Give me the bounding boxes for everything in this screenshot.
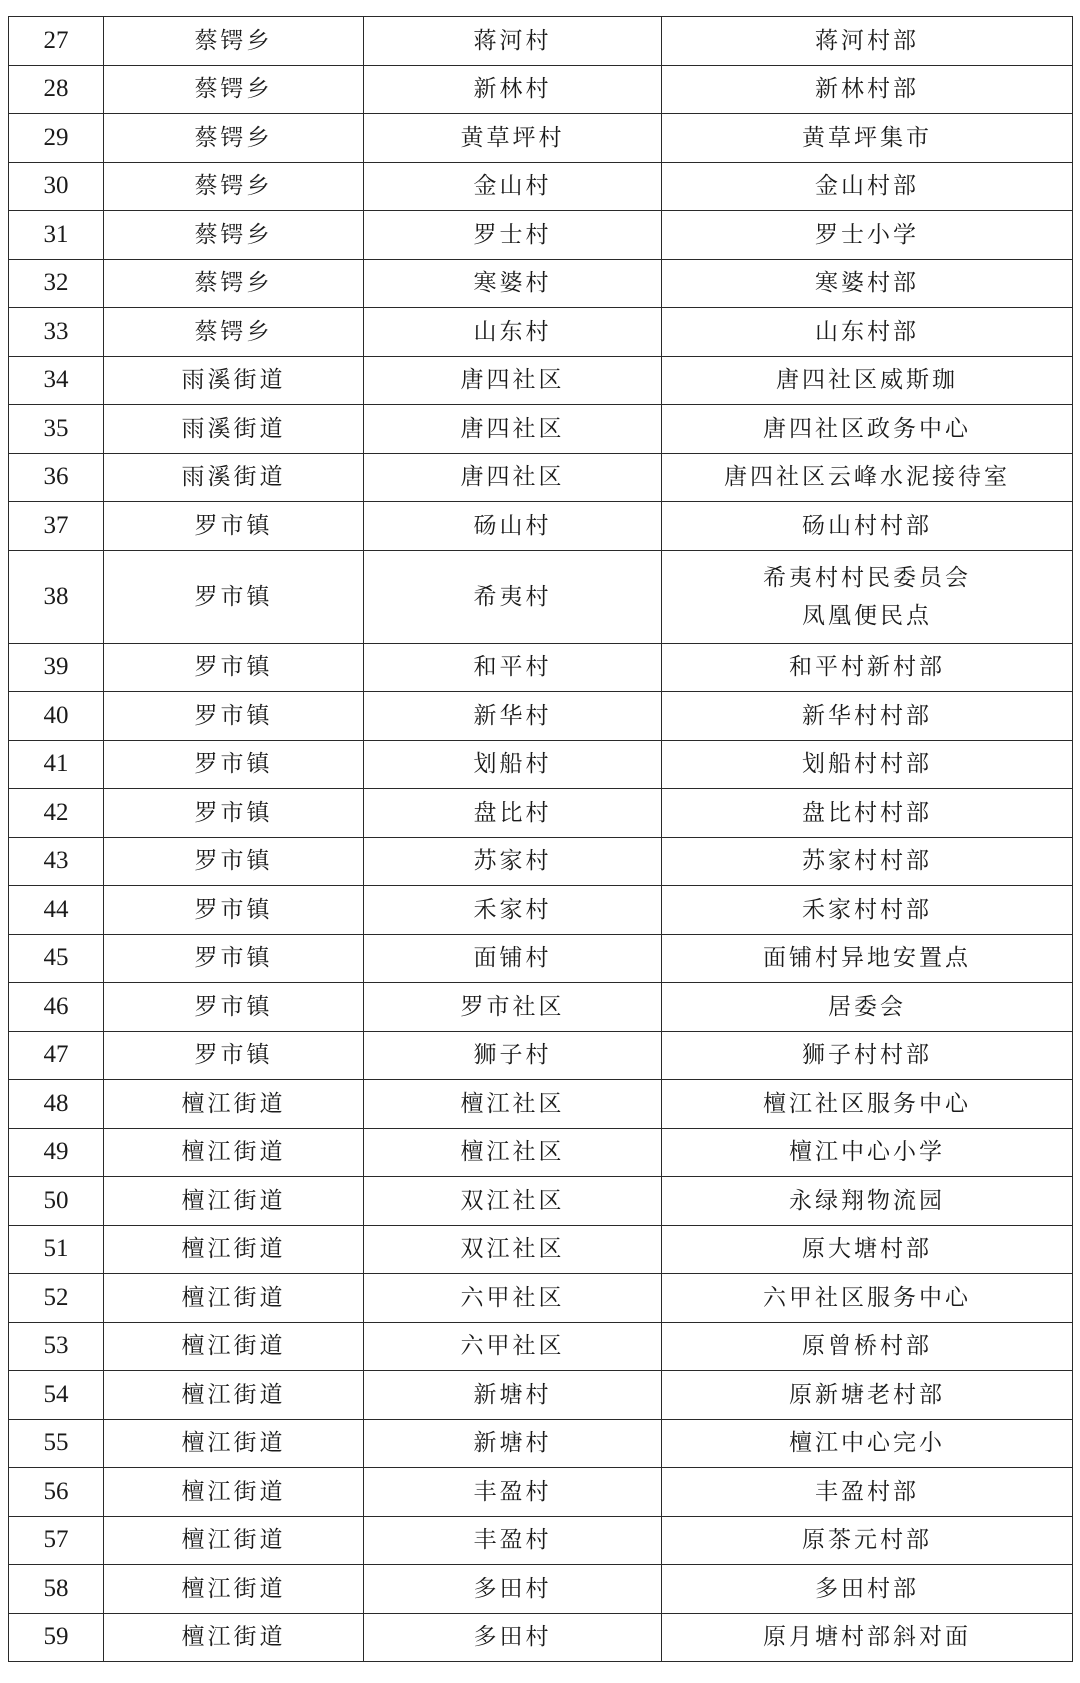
location-cell — [662, 453, 1073, 502]
location-line: 檀江社区服务中心 — [763, 1090, 971, 1117]
table-row — [9, 1419, 1073, 1468]
location-line: 六甲社区服务中心 — [763, 1284, 971, 1311]
village-cell: 多田村 — [364, 1565, 662, 1614]
location-cell — [662, 65, 1073, 114]
row-number-cell: 42 — [9, 789, 104, 838]
row-number-cell: 36 — [9, 453, 104, 502]
table-row — [9, 1516, 1073, 1565]
town-cell: 檀江街道 — [104, 1274, 364, 1323]
town-cell: 雨溪街道 — [104, 453, 364, 502]
location-line: 盘比村村部 — [802, 799, 932, 826]
village-cell: 划船村 — [364, 740, 662, 789]
row-number-cell: 50 — [9, 1177, 104, 1226]
row-number-cell: 41 — [9, 740, 104, 789]
village-cell: 多田村 — [364, 1613, 662, 1662]
location-cell — [662, 259, 1073, 308]
location-line: 狮子村村部 — [802, 1042, 932, 1069]
row-number-cell: 53 — [9, 1322, 104, 1371]
location-line: 凤凰便民点 — [802, 602, 932, 629]
table-row — [9, 1468, 1073, 1517]
location-cell — [662, 1322, 1073, 1371]
row-number-cell: 28 — [9, 65, 104, 114]
location-cell — [662, 983, 1073, 1032]
town-cell: 罗市镇 — [104, 692, 364, 741]
location-line: 划船村村部 — [802, 751, 932, 778]
location-cell — [662, 1516, 1073, 1565]
location-line: 多田村部 — [815, 1575, 919, 1602]
location-line: 面铺村异地安置点 — [763, 945, 971, 972]
location-table — [8, 16, 1073, 1662]
location-line: 檀江中心完小 — [789, 1430, 945, 1457]
row-number-cell: 56 — [9, 1468, 104, 1517]
village-cell: 禾家村 — [364, 886, 662, 935]
location-cell — [662, 886, 1073, 935]
row-number-cell: 27 — [9, 17, 104, 66]
row-number-cell: 52 — [9, 1274, 104, 1323]
village-cell: 丰盈村 — [364, 1468, 662, 1517]
row-number-cell: 34 — [9, 356, 104, 405]
village-cell: 双江社区 — [364, 1177, 662, 1226]
table-row — [9, 162, 1073, 211]
location-cell — [662, 162, 1073, 211]
town-cell: 檀江街道 — [104, 1080, 364, 1129]
town-cell: 蔡锷乡 — [104, 162, 364, 211]
location-cell — [662, 1468, 1073, 1517]
location-line: 原新塘老村部 — [789, 1381, 945, 1408]
village-cell: 面铺村 — [364, 934, 662, 983]
row-number-cell: 29 — [9, 114, 104, 163]
row-number-cell: 48 — [9, 1080, 104, 1129]
table-row — [9, 405, 1073, 454]
location-line: 蒋河村部 — [815, 27, 919, 54]
location-line: 寒婆村部 — [815, 270, 919, 297]
table-row — [9, 1031, 1073, 1080]
village-cell: 盘比村 — [364, 789, 662, 838]
village-cell: 山东村 — [364, 308, 662, 357]
table-row — [9, 1080, 1073, 1129]
village-cell: 希夷村 — [364, 550, 662, 643]
location-line: 禾家村村部 — [802, 896, 932, 923]
location-cell — [662, 1613, 1073, 1662]
location-cell — [662, 934, 1073, 983]
village-cell: 双江社区 — [364, 1225, 662, 1274]
row-number-cell: 44 — [9, 886, 104, 935]
table-row — [9, 453, 1073, 502]
village-cell: 唐四社区 — [364, 453, 662, 502]
location-line: 居委会 — [828, 993, 906, 1020]
village-cell: 罗士村 — [364, 211, 662, 260]
town-cell: 罗市镇 — [104, 502, 364, 551]
row-number-cell: 33 — [9, 308, 104, 357]
table-row — [9, 17, 1073, 66]
town-cell: 罗市镇 — [104, 983, 364, 1032]
row-number-cell: 40 — [9, 692, 104, 741]
table-row — [9, 1322, 1073, 1371]
town-cell: 罗市镇 — [104, 643, 364, 692]
town-cell: 檀江街道 — [104, 1128, 364, 1177]
village-cell: 苏家村 — [364, 837, 662, 886]
location-line: 唐四社区政务中心 — [763, 415, 971, 442]
town-cell: 罗市镇 — [104, 886, 364, 935]
village-cell: 六甲社区 — [364, 1322, 662, 1371]
table-row — [9, 259, 1073, 308]
location-line: 罗士小学 — [815, 221, 919, 248]
village-cell: 寒婆村 — [364, 259, 662, 308]
town-cell: 雨溪街道 — [104, 356, 364, 405]
table-row — [9, 740, 1073, 789]
table-row — [9, 550, 1073, 643]
location-cell — [662, 550, 1073, 643]
table-row — [9, 934, 1073, 983]
row-number-cell: 59 — [9, 1613, 104, 1662]
table-row — [9, 1128, 1073, 1177]
town-cell: 檀江街道 — [104, 1419, 364, 1468]
row-number-cell: 30 — [9, 162, 104, 211]
town-cell: 罗市镇 — [104, 789, 364, 838]
location-line: 黄草坪集市 — [802, 124, 932, 151]
location-cell — [662, 356, 1073, 405]
location-cell — [662, 114, 1073, 163]
town-cell: 蔡锷乡 — [104, 308, 364, 357]
village-cell: 唐四社区 — [364, 405, 662, 454]
table-row — [9, 502, 1073, 551]
town-cell: 罗市镇 — [104, 740, 364, 789]
table-row — [9, 1274, 1073, 1323]
location-line: 希夷村村民委员会 — [763, 564, 971, 591]
location-line: 金山村部 — [815, 173, 919, 200]
location-line: 苏家村村部 — [802, 848, 932, 875]
village-cell: 和平村 — [364, 643, 662, 692]
location-cell — [662, 17, 1073, 66]
town-cell: 檀江街道 — [104, 1322, 364, 1371]
location-cell — [662, 1031, 1073, 1080]
table-row — [9, 1371, 1073, 1420]
village-cell: 新林村 — [364, 65, 662, 114]
village-cell: 蒋河村 — [364, 17, 662, 66]
table-body — [9, 17, 1073, 1662]
location-line: 永绿翔物流园 — [789, 1187, 945, 1214]
town-cell: 罗市镇 — [104, 837, 364, 886]
location-cell — [662, 643, 1073, 692]
table-row — [9, 1177, 1073, 1226]
location-line: 原大塘村部 — [802, 1236, 932, 1263]
village-cell: 丰盈村 — [364, 1516, 662, 1565]
town-cell: 雨溪街道 — [104, 405, 364, 454]
location-cell — [662, 1371, 1073, 1420]
table-row — [9, 1565, 1073, 1614]
location-cell — [662, 1080, 1073, 1129]
village-cell: 罗市社区 — [364, 983, 662, 1032]
town-cell: 檀江街道 — [104, 1371, 364, 1420]
row-number-cell: 35 — [9, 405, 104, 454]
village-cell: 新华村 — [364, 692, 662, 741]
village-cell: 狮子村 — [364, 1031, 662, 1080]
row-number-cell: 43 — [9, 837, 104, 886]
row-number-cell: 37 — [9, 502, 104, 551]
location-line: 丰盈村部 — [815, 1478, 919, 1505]
location-line: 唐四社区威斯珈 — [776, 367, 958, 394]
village-cell: 檀江社区 — [364, 1128, 662, 1177]
location-line: 新林村部 — [815, 76, 919, 103]
location-cell — [662, 837, 1073, 886]
location-line: 砀山村村部 — [802, 512, 932, 539]
village-cell: 新塘村 — [364, 1371, 662, 1420]
table-row — [9, 65, 1073, 114]
town-cell: 檀江街道 — [104, 1613, 364, 1662]
village-cell: 唐四社区 — [364, 356, 662, 405]
table-row — [9, 983, 1073, 1032]
town-cell: 檀江街道 — [104, 1225, 364, 1274]
location-cell — [662, 1128, 1073, 1177]
row-number-cell: 55 — [9, 1419, 104, 1468]
location-cell — [662, 1177, 1073, 1226]
row-number-cell: 47 — [9, 1031, 104, 1080]
village-cell: 黄草坪村 — [364, 114, 662, 163]
table-row — [9, 211, 1073, 260]
town-cell: 蔡锷乡 — [104, 65, 364, 114]
row-number-cell: 32 — [9, 259, 104, 308]
row-number-cell: 49 — [9, 1128, 104, 1177]
table-row — [9, 114, 1073, 163]
location-cell — [662, 789, 1073, 838]
location-cell — [662, 1565, 1073, 1614]
town-cell: 罗市镇 — [104, 1031, 364, 1080]
location-line: 檀江中心小学 — [789, 1139, 945, 1166]
village-cell: 砀山村 — [364, 502, 662, 551]
row-number-cell: 45 — [9, 934, 104, 983]
row-number-cell: 39 — [9, 643, 104, 692]
town-cell: 蔡锷乡 — [104, 114, 364, 163]
table-row — [9, 789, 1073, 838]
table-row — [9, 692, 1073, 741]
table-row — [9, 643, 1073, 692]
location-cell — [662, 405, 1073, 454]
row-number-cell: 57 — [9, 1516, 104, 1565]
location-cell — [662, 1419, 1073, 1468]
town-cell: 檀江街道 — [104, 1516, 364, 1565]
village-cell: 六甲社区 — [364, 1274, 662, 1323]
location-cell — [662, 1274, 1073, 1323]
location-cell — [662, 740, 1073, 789]
location-cell — [662, 692, 1073, 741]
town-cell: 檀江街道 — [104, 1177, 364, 1226]
location-cell — [662, 1225, 1073, 1274]
table-row — [9, 1225, 1073, 1274]
location-cell — [662, 308, 1073, 357]
village-cell: 金山村 — [364, 162, 662, 211]
town-cell: 蔡锷乡 — [104, 211, 364, 260]
town-cell: 檀江街道 — [104, 1565, 364, 1614]
location-line: 山东村部 — [815, 318, 919, 345]
row-number-cell: 58 — [9, 1565, 104, 1614]
table-row — [9, 1613, 1073, 1662]
town-cell: 罗市镇 — [104, 550, 364, 643]
town-cell: 罗市镇 — [104, 934, 364, 983]
village-cell: 檀江社区 — [364, 1080, 662, 1129]
town-cell: 檀江街道 — [104, 1468, 364, 1517]
location-line: 和平村新村部 — [789, 654, 945, 681]
location-cell — [662, 211, 1073, 260]
table-row — [9, 837, 1073, 886]
location-line: 原月塘村部斜对面 — [763, 1624, 971, 1651]
location-line: 唐四社区云峰水泥接待室 — [724, 464, 1010, 491]
row-number-cell: 51 — [9, 1225, 104, 1274]
location-line: 新华村村部 — [802, 702, 932, 729]
table-row — [9, 886, 1073, 935]
table-row — [9, 308, 1073, 357]
location-line: 原茶元村部 — [802, 1527, 932, 1554]
town-cell: 蔡锷乡 — [104, 259, 364, 308]
location-line: 原曾桥村部 — [802, 1333, 932, 1360]
village-cell: 新塘村 — [364, 1419, 662, 1468]
location-cell — [662, 502, 1073, 551]
row-number-cell: 38 — [9, 550, 104, 643]
town-cell: 蔡锷乡 — [104, 17, 364, 66]
row-number-cell: 54 — [9, 1371, 104, 1420]
row-number-cell: 31 — [9, 211, 104, 260]
row-number-cell: 46 — [9, 983, 104, 1032]
table-row — [9, 356, 1073, 405]
